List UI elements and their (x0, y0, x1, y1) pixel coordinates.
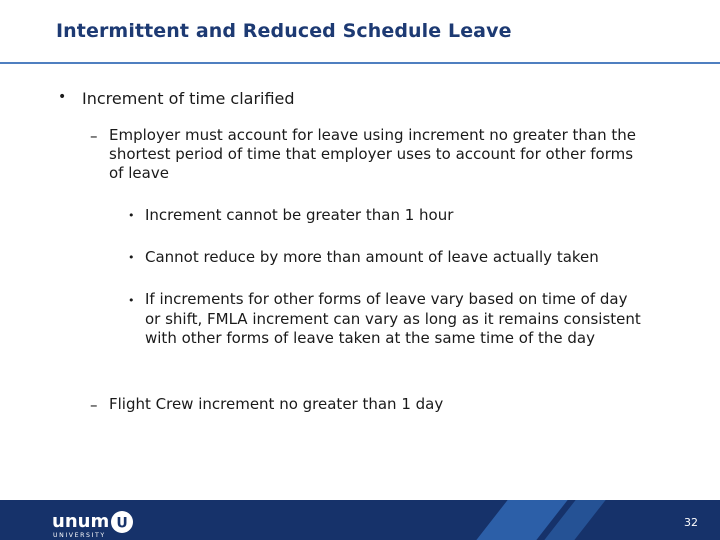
bullet-icon: • (128, 294, 135, 307)
footer-bar (0, 500, 720, 540)
dash-icon: – (90, 127, 98, 145)
sub-bullet-employer-account: Employer must account for leave using increment no greater than the shortest period of time that employer uses to account for other forms of leave (109, 126, 636, 182)
unum-university-logo (52, 508, 142, 538)
sub-bullet-flight-crew: Flight Crew increment no greater than 1 day (109, 395, 444, 413)
svg-text:unum: unum (52, 511, 110, 532)
page-number: 32 (684, 516, 698, 529)
svg-text:UNIVERSITY: UNIVERSITY (53, 532, 106, 538)
svg-text:U: U (116, 515, 128, 532)
bullet-icon: • (128, 209, 135, 222)
sub-sub-bullet-vary-by-shift: If increments for other forms of leave vary based on time of day or shift, FMLA increment can vary as long as it remains consistent with other forms of leave taken at the same time of the day (145, 290, 641, 347)
sub-sub-bullet-one-hour: Increment cannot be greater than 1 hour (145, 206, 454, 224)
bullet-increment-clarified: Increment of time clarified (82, 89, 295, 108)
sub-sub-bullet-cannot-reduce: Cannot reduce by more than amount of leave actually taken (145, 248, 599, 266)
bullet-icon: • (128, 251, 135, 264)
slide-title: Intermittent and Reduced Schedule Leave (56, 20, 512, 42)
dash-icon: – (90, 396, 98, 414)
title-divider (0, 62, 720, 64)
bullet-icon: • (58, 89, 67, 105)
